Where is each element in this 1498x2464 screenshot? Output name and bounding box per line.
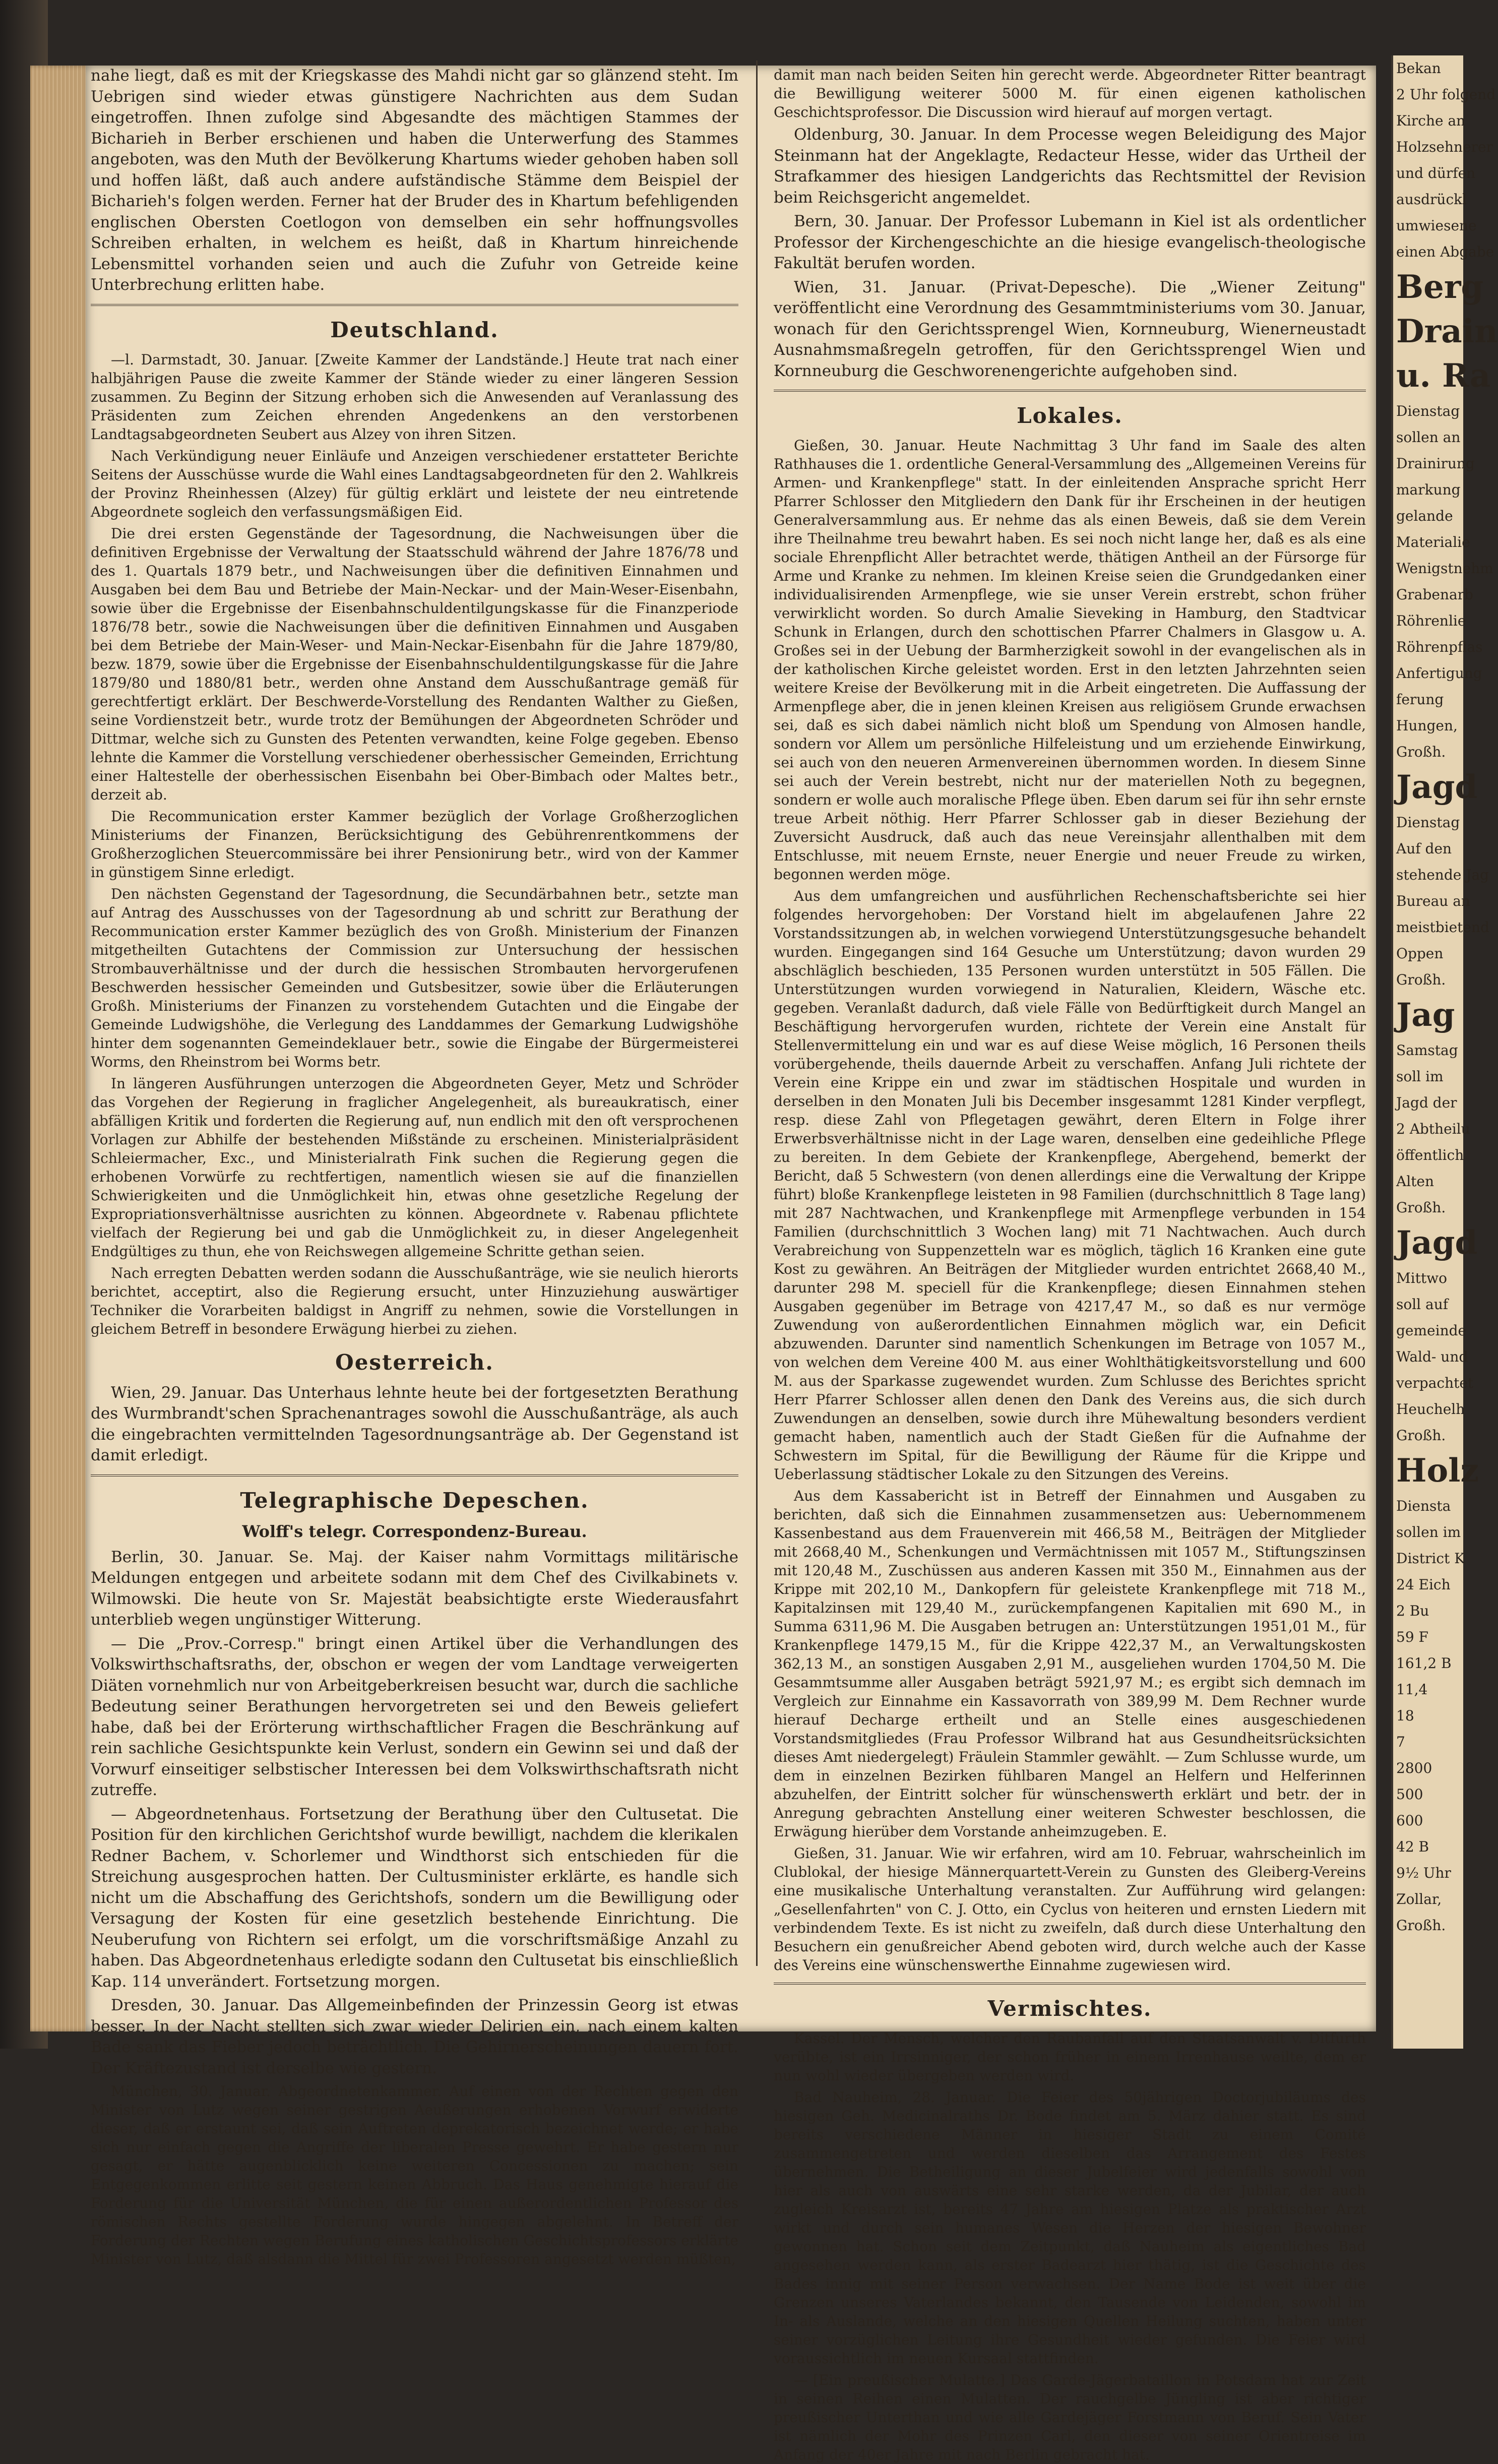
adjacent-page-text: 24 Eich <box>1396 1576 1451 1593</box>
adjacent-page-text: Grabenarb <box>1396 586 1473 603</box>
kassel-paragraph: Kassel. Der Mensch, welcher den Raubanfall auf den Staatsanwalt v. Ditfurth verübte, ist ein Irrsinniger, der schon früher in einem Irrenhause weilte, dem er nun wohl wieder übergeben werden wird. <box>774 2030 1366 2084</box>
adjacent-page-text: Auf den <box>1396 840 1452 857</box>
adjacent-page-text: Bureau an <box>1396 893 1470 909</box>
muenchen-continuation: damit man nach beiden Seiten hin gerecht werde. Abgeordneter Ritter beantragt die Bewilligung weiterer 5000 M. für einen eigenen katholischen Geschichtsprofessor. Die Discussion wird hierauf auf morgen vertagt. <box>774 67 1366 120</box>
adjacent-page-text: und dürfen <box>1396 165 1476 181</box>
adjacent-page-text: gelande <box>1396 508 1453 524</box>
adjacent-page-text: Jagd <box>1396 768 1478 806</box>
adjacent-page-text: Wald- und <box>1396 1348 1468 1365</box>
adjacent-page-fragment <box>1391 55 1498 2049</box>
adjacent-page-text: Jagd <box>1396 1224 1478 1262</box>
darmstadt-paragraph: Nach erregten Debatten werden sodann die Ausschußanträge, wie sie neulich hierorts berichtet, acceptirt, also die Regierung ersucht, unter Hinzuziehung auswärtiger Techniker die Vorarbeiten baldigst in Angriff zu nehmen, sowie die Vorstellungen in gleichem Betreff in besondere Erwägung hierbei zu ziehen. <box>91 1264 738 1337</box>
adjacent-page-text: 2800 <box>1396 1760 1432 1776</box>
telegraph-subheading: Wolff's telegr. Correspondenz-Bureau. <box>242 1521 587 1541</box>
section-heading-germany: Deutschland. <box>330 317 499 342</box>
adjacent-page-text: Großh. <box>1396 1917 1446 1934</box>
page-edges <box>30 66 91 2031</box>
adjacent-page-text: 7 <box>1396 1734 1405 1750</box>
adjacent-page-text: sollen an <box>1396 429 1461 446</box>
adjacent-page-text: Großh. <box>1396 1427 1446 1444</box>
adjacent-page-text: Alten <box>1396 1173 1434 1190</box>
adjacent-page-text: Anfertigung <box>1396 665 1482 682</box>
adjacent-page-text: 2 Uhr folgend <box>1396 86 1496 103</box>
adjacent-page-text: Großh. <box>1396 1199 1446 1216</box>
adjacent-page-text: Röhrenpflas <box>1396 639 1483 655</box>
darmstadt-paragraph: Die Recommunication erster Kammer bezüglich der Vorlage Großherzoglichen Ministeriums der Finanzen, Berücksichtigung des Gebührenrentkommens der Großherzoglichen Steuercommissäre bei ihrer Pensionirung betr., wird von der Kammer in günstigem Sinne erledigt. <box>91 808 738 881</box>
muenchen-paragraph: München, 30. Januar. Abgeordnetenkammer. Auf einen von der Rechten gegen den Minister von Lutz wegen seiner gestrigen Aeußerungen erhobenen Vorwurf erwiderte dieser, daß er erstaunt sei, daß sein Auftreten deprekatorisch bezeichnet werde; er habe sich nur einfach gegen die Angriffe der liberalen Presse gewehrt. Er habe gestern nur gesagt, er hätte augenblicklich keine weiteren Concessionen zu machen; sein Entgegenkommen erlitte seit gestern keinen Abbruch. Das Haus genehmigte hierauf die Forderung für die Universität München, die für einen außerordentlichen Professor des römischen Rechts gestellte Forderung wurde hingegen abgelehnt. In Betreff der Forderung der Rechten wegen Berufung eines katholischen Geschichtsprofessors erklärte Minister von Lutz, daß alsdann die Mittel für zwei Professoren angesetzt werden müßten, <box>91 2083 738 2267</box>
adjacent-page-text: soll im <box>1396 1068 1444 1085</box>
adjacent-page-text: Jag <box>1396 996 1455 1034</box>
adjacent-page-text: öffentlich <box>1396 1147 1464 1163</box>
adjacent-page-text: Berg <box>1396 268 1484 306</box>
adjacent-page-text: Zollar, <box>1396 1891 1442 1907</box>
adjacent-page-text: umwiesene <box>1396 217 1477 234</box>
section-heading-austria: Oesterreich. <box>335 1349 494 1375</box>
adjacent-page-text: Oppen <box>1396 945 1444 962</box>
mulatte-paragraph: — [Ein preußischer Mulatte.] Das Garde-Jägerbataillon in Potsdam hat zur Zeit in seinen Reihen einen Mulatten. Der rauchgelbe Jüngling ist aber richtiger preußischer Unterthan und wie alle Gardejäger Forstmann von Beruf. Sein Vater ist nämlich der Mohr des Prinzen Carl, den dieser von seiner Orientreise im Anfang der 40er Jahre mit nach Berlin gebracht hat. <box>774 2372 1366 2463</box>
adjacent-page-text: 500 <box>1396 1786 1423 1803</box>
adjacent-page-text: 11,4 <box>1396 1681 1428 1698</box>
darmstadt-paragraph: Nach Verkündigung neuer Einläufe und Anzeigen verschiedener erstatteter Berichte Seitens der Ausschüsse wurde die Wahl eines Landtagsabgeordneten für den 2. Wahlkreis der Provinz Rheinhessen (Alzey) für gültig erklärt und leistete der neu eintretende Abgeordnete sogleich den verfassungsmäßigen Eid. <box>91 447 738 520</box>
wien-paragraph: Wien, 29. Januar. Das Unterhaus lehnte heute bei der fortgesetzten Berathung des Wurmbrandt'schen Sprachenantrages sowohl die Ausschußanträge, als auch die eingebrachten vermittelnden Tagesordnungsanträge ab. Der Gegenstand ist damit erledigt. <box>91 1383 738 1464</box>
adjacent-page-text: ferung <box>1396 691 1444 708</box>
adjacent-page-text: 2 Bu <box>1396 1603 1429 1619</box>
adjacent-page-text: Kirche an <box>1396 112 1466 129</box>
bern-paragraph: Bern, 30. Januar. Der Professor Lubemann in Kiel ist als ordentlicher Professor der Kirchengeschichte an die hiesige evangelisch-theologische Fakultät berufen worden. <box>774 212 1366 272</box>
adjacent-page-text: Holzsehnerer <box>1396 139 1493 155</box>
section-rule <box>91 304 738 306</box>
adjacent-page-text: Drainirung <box>1396 455 1475 472</box>
adjacent-page-text: verpachtet <box>1396 1375 1474 1391</box>
adjacent-page-text: Wenigstnehm <box>1396 560 1493 577</box>
nauheim-paragraph: Bad Nauheim, 28. Januar. Die Feier des 50jährigen Doctorjubiläums des hiesigen Geh. Medicinalraths Dr. Bode findet am 5. März dahier statt. Es sind bereits verschiedene Männer in hiesiger Stadt zu einem Comité zusammengetreten und werden dieselben das Arrangement des Festes übernehmen. Die Betheiligung an dieser Jubelfeier wird jedenfalls sowohl von hier als auch von auswärts eine sehr starke werden, da der Jubilar, der auch zugleich Kreisarzt ist, bereits 47 Jahre am hiesigen Platze als praktischer Arzt wirkt und durch sein humanes Wesen die Herzen der hiesigen Bewohner gewonnen hat. Schon seit dem Zeitpunkt, daß Nauheim als eigentliches Bad angesehen werden kann, als erster Badearzt hier thätig, ist die Geschichte des Bades innig mit seiner Person verwachsen. Der Name Bode ist weit über die Grenzen unseres Vaterlandes bekannt, den Tausende von Leidenden, sowohl im In- als Auslande, welche an den hiesigen Quellen Heilung suchten, haben unter seiner vorzüglichen Leitung ihre Gesundheit wieder gefunden. Die Feier wird voraussichtlich im neuen Kursaal stattfinden. <box>774 2089 1366 2367</box>
adjacent-page-text: 9½ Uhr <box>1396 1865 1451 1881</box>
adjacent-page-text: 42 B <box>1396 1838 1429 1855</box>
giessen-paragraph: Gießen, 31. Januar. Wie wir erfahren, wird am 10. Februar, wahrscheinlich im Clublokal, der hiesige Männerquartett-Verein zu Gunsten des Gleiberg-Vereins eine musikalische Unterhaltung veranstalten. Zur Aufführung wird gelangen: „Gesellenfahrten" von C. J. Otto, ein Cyclus von heiteren und ernsten Liedern mit verbindendem Texte. Es ist nicht zu zweifeln, daß durch diese Unterhaltung den Besuchern ein genußreicher Abend geboten wird, durch welche auch der Kasse des Vereins eine wünschenswerthe Einnahme zugewiesen wird. <box>774 1845 1366 1974</box>
darmstadt-paragraph: Den nächsten Gegenstand der Tagesordnung, die Secundärbahnen betr., setzte man auf Antrag des Ausschusses von der Tagesordnung ab und schritt zur Berathung der Recommunication erster Kammer bezüglich des von Großh. Ministerium der Finanzen mitgetheilten Gutachtens der Commission zur Untersuchung der hessischen Strombauverhältnisse und der durch die hessischen Strombauten hervorgerufenen Beschwerden hessischer Gemeinden und Gutsbesitzer, sowie über die Erläuterungen Großh. Ministeriums der Finanzen zu vorstehendem Gutachten und die Eingabe der Gemeinde Ludwigshöhe, die Verlegung des Landdammes der Gemarkung Ludwigshöhe hinter dem sogenannten Gemeindeklauer betr., sowie die Eingabe der Bürgermeisterei Worms, den Rheinstrom bei Worms betr. <box>91 885 738 1070</box>
adjacent-page-text: meistbietend <box>1396 919 1489 936</box>
adjacent-page-text: 18 <box>1396 1707 1414 1724</box>
oldenburg-paragraph: Oldenburg, 30. Januar. In dem Processe wegen Beleidigung des Major Steinmann hat der Angeklagte, Redacteur Hesse, wider das Urtheil der Strafkammer des hiesigen Landgerichts das Rechtsmittel der Revision beim Reichsgericht angemeldet. <box>774 126 1366 207</box>
adjacent-page-text: Röhrenlie <box>1396 612 1466 629</box>
adjacent-page-text: Samstag <box>1396 1042 1458 1059</box>
column-divider <box>756 60 758 1966</box>
berlin-paragraph: — Die „Prov.-Corresp." bringt einen Artikel über die Verhandlungen des Volkswirthschaftsraths, der, obschon er wegen der vom Landtage verweigerten Diäten vornehmlich nur von Arbeitgeberkreisen besucht war, durch die sachliche Bedeutung seiner Berathungen hervorgetreten sei und den Beweis geliefert habe, daß bei der Erörterung wirthschaftlicher Fragen die Beschränkung auf rein sachliche Gesichtspunkte kein Verlust, sondern ein Gewinn sei und daß der Vorwurf einseitiger selbstischer Interessen bei dem Volkswirthschaftsrath nicht zutreffe. <box>91 1634 738 1799</box>
adjacent-page-text: stehende Jag <box>1396 867 1489 883</box>
adjacent-page-text: ausdrückl <box>1396 191 1467 208</box>
adjacent-page-text: Dienstag <box>1396 403 1460 419</box>
left-column <box>91 66 738 2267</box>
adjacent-page-text: Materialie <box>1396 534 1470 550</box>
adjacent-page-text: markung <box>1396 481 1461 498</box>
adjacent-page-text: Großh. <box>1396 971 1446 988</box>
adjacent-page-text: 600 <box>1396 1812 1423 1829</box>
adjacent-page-text: Dienstag <box>1396 814 1460 831</box>
sudan-report-end: nahe liegt, daß es mit der Kriegskasse des Mahdi nicht gar so glänzend steht. Im Uebrigen sind wieder etwas günstigere Nachrichten aus dem Sudan eingetroffen. Ihnen zufolge sind Abgesandte des mächtigen Stammes der Bicharieh in Berber erschienen und haben die Unterwerfung des Stammes angeboten, was den Muth der Bevölkerung Khartums wieder gehoben haben soll und hoffen läßt, daß auch andere aufständische Stämme dem Beispiel der Bicharieh's folgen werden. Ferner hat der Bruder des in Khartum befehligenden englischen Obersten Coetlogon von demselben ein sehr hoffnungsvolles Schreiben erhalten, in welchem es heißt, daß in Khartum hinreichende Lebensmittel vorhanden seien und auch die Zufuhr von Getreide keine Unterbrechung erlitten habe. <box>91 67 738 294</box>
section-rule <box>774 1983 1366 1985</box>
darmstadt-paragraph: Die drei ersten Gegenstände der Tagesordnung, die Nachweisungen über die definitiven Ergebnisse der Verwaltung der Staatsschuld während der Jahre 1876/78 und des 1. Quartals 1879 betr., und Nachweisungen über die definitiven Einnahmen und Ausgaben bei dem Bau und Betriebe der Main-Neckar- und der Main-Weser-Eisenbahn, sowie über die Ergebnisse der Eisenbahnschuldentilgungskasse für die Finanzperiode 1876/78 betr., sowie die Nachweisungen über die definitiven Einnahmen und Ausgaben bei dem Betriebe der Main-Weser- und Main-Neckar-Eisenbahn für die Jahre 1879/80, bezw. 1879, sowie über die Ergebnisse der Eisenbahnschuldentilgungskasse für die Jahre 1879/80 und 1880/81 betr., werden ohne Anstand dem Ausschußantrage gemäß für gerechtfertigt erklärt. Der Beschwerde-Vorstellung des Rendanten Walther zu Gießen, seine Vordienstzeit betr., wurde trotz der Bemühungen der Abgeordneten Schröder und Dittmar, welche sich zu Gunsten des Petenten verwandten, keine Folge gegeben. Ebenso lehnte die Kammer die Vorstellung verschiedener oberhessischer Gemeinden, Errichtung einer Haltestelle der oberhessischen Eisenbahn bei Ober-Bimbach oder Maltes betr., derzeit ab. <box>91 525 738 803</box>
adjacent-page-text: gemeinde <box>1396 1322 1467 1339</box>
darmstadt-paragraph: —l. Darmstadt, 30. Januar. [Zweite Kammer der Landstände.] Heute trat nach einer halbjährigen Pause die zweite Kammer der Stände wieder zu einer längeren Session zusammen. Zu Beginn der Sitzung erhoben sich die Anwesenden auf Veranlassung des Präsidenten zum Zeichen ehrenden Angedenkens an den verstorbenen Landtagsabgeordneten Seubert aus Alzey von ihren Sitzen. <box>91 351 738 443</box>
section-heading-local: Lokales. <box>1017 403 1123 428</box>
giessen-paragraph: Gießen, 30. Januar. Heute Nachmittag 3 Uhr fand im Saale des alten Rathhauses die 1. ordentliche General-Versammlung des „Allgemeinen Vereins für Armen- und Krankenpflege" statt. In der einleitenden Ansprache spricht Herr Pfarrer Schlosser den Mitgliedern den Dank für ihr Erscheinen in der heutigen Generalversammlung aus. Er nehme das als einen Beweis, daß sie dem Verein ihre Theilnahme treu bewahrt haben. Es sei noch nicht lange her, daß es als eine sociale Ehrenpflicht Aller betrachtet werde, thätigen Antheil an der Fürsorge für Arme und Kranke zu nehmen. Im kleinen Kreise seien die Grundgedanken einer individualisirenden Armenpflege, wie sie unser Verein erstrebt, schon früher verwirklicht worden. So durch Amalie Sieveking in Hamburg, den Stadtvicar Schunk in Erlangen, durch den schottischen Pfarrer Chalmers in Glasgow u. A. Großes sei in der Uebung der Barmherzigkeit sowohl in der evangelischen als in der katholischen Kirche geleistet worden. Erst in den letzten Jahrzehnten seien weitere Kreise der Bevölkerung mit in die Arbeit eingetreten. Die Auffassung der Armenpflege aber, die in jenen kleinen Kreisen aus religiösem Grunde erwachsen sei, daß es sich dabei nämlich nicht bloß um Spendung von Almosen handle, sondern vor Allem um persönliche Hilfeleistung und um erziehende Einwirkung, sei auch von den neueren Armenvereinen übernommen worden. In diesem Sinne sei auch der Verein bestrebt, nicht nur der materiellen Noth zu begegnen, sondern er wolle auch moralische Pflege üben. Eben darum sei für ihn sehr ernste treue Arbeit nöthig. Herr Pfarrer Schlosser gab in dieser Beziehung der Zuversicht Ausdruck, daß auch das neue Vereinsjahr allenthalben mit dem Entschlusse, mit neuem Ernste, neuer Energie und neuer Freude zu wirken, begonnen werden möge. <box>774 437 1366 883</box>
dresden-paragraph: Dresden, 30. Januar. Das Allgemeinbefinden der Prinzessin Georg ist etwas besser. In der Nacht stellten sich zwar wieder Delirien ein, nach einem kalten Bade sank das Fieber jedoch beträchtlich. Die Gehirnerscheinungen dauern fort. Der Kräftezustand ist derselbe wie gestern. <box>91 1996 738 2077</box>
adjacent-page-text: Mittwo <box>1396 1270 1447 1286</box>
adjacent-page-text: Holz <box>1396 1452 1479 1490</box>
section-heading-telegraph: Telegraphische Depeschen. <box>240 1488 589 1513</box>
adjacent-page-text: 59 F <box>1396 1629 1428 1645</box>
right-column <box>774 66 1366 2463</box>
berlin-paragraph: Berlin, 30. Januar. Se. Maj. der Kaiser nahm Vormittags militärische Meldungen entgegen und arbeitete sodann mit dem Chef des Civilkabinets v. Wilmowski. Die heute von Sr. Majestät beabsichtigte erste Wiederausfahrt unterblieb wegen ungünstiger Witterung. <box>91 1548 738 1629</box>
adjacent-page-text: Diensta <box>1396 1498 1451 1514</box>
adjacent-page-text: einen Abgabe <box>1396 243 1494 260</box>
adjacent-page-text: soll auf <box>1396 1296 1449 1313</box>
darmstadt-paragraph: In längeren Ausführungen unterzogen die Abgeordneten Geyer, Metz und Schröder das Vorgehen der Regierung in fraglicher Angelegenheit, als bureaukratisch, einer abfälligen Kritik und forderten die Regierung auf, nun endlich mit den oft versprochenen Vorlagen zur Abhilfe der bestehenden Mißstände zu erscheinen. Ministerialpräsident Schleiermacher, Exc., und Ministerialrath Fink suchen die Regierung gegen die erhobenen Vorwürfe zu rechtfertigen, namentlich wiesen sie auf die finanziellen Schwierigkeiten und die Unmöglichkeit hin, etwas ohne gesetzliche Regelung der Expropriationsverhältnisse ausrichten zu können. Abgeordnete v. Rabenau pflichtete vielfach der Regierung bei und gab die Unmöglichkeit zu, in dieser Angelegenheit Endgültiges zu thun, ehe von Reichswegen allgemeine Schritte gethan seien. <box>91 1075 738 1260</box>
adjacent-page-text: Bekan <box>1396 60 1441 77</box>
adjacent-page-text: u. Ra <box>1396 357 1491 395</box>
adjacent-page-text: Jagd der <box>1396 1094 1457 1111</box>
section-rule <box>774 390 1366 392</box>
adjacent-page-text: Großh. <box>1396 744 1446 760</box>
section-heading-misc: Vermischtes. <box>987 1996 1152 2021</box>
section-rule <box>91 1474 738 1476</box>
wien-dispatch-paragraph: Wien, 31. Januar. (Privat-Depesche). Die „Wiener Zeitung" veröffentlicht eine Verordnung des Gesammtministeriums vom 30. Januar, wonach für den Gerichtssprengel Wien, Kornneuburg, Wienerneustadt Ausnahmsmaßregeln getroffen, für den Gerichtssprengel Wien und Kornneuburg die Geschworenengerichte aufgehoben sind. <box>774 278 1366 380</box>
giessen-paragraph: Aus dem Kassabericht ist in Betreff der Einnahmen und Ausgaben zu berichten, daß sich die Einnahmen zusammensetzen aus: Uebernommenem Kassenbestand aus dem Frauenverein mit 466,58 M., Beiträgen der Mitglieder mit 2668,40 M., Schenkungen und Vermächtnissen mit 1057 M., Stiftungszinsen mit 120,48 M., Zuschüssen aus anderen Kassen mit 350 M., Einnahmen aus der Krippe mit 202,10 M., Dankopfern für geleistete Krankenpflege mit 718 M., Kapitalzinsen mit 129,40 M., zurückempfangenen Kapitalien mit 690 M., in Summa 6311,96 M. Die Ausgaben betrugen an: Unterstützungen 1951,01 M., für Krankenpflege 1479,15 M., für die Krippe 422,37 M., an Verwaltungskosten 362,13 M., an sonstigen Ausgaben 2,91 M., ausgeliehen wurden 1704,50 M. Die Gesammtsumme aller Ausgaben beträgt 5921,97 M.; es ergibt sich demnach im Vergleich zur Einnahme ein Kassavorrath von 389,99 M. Dem Rechner wurde hierauf Decharge ertheilt und an Stelle eines ausgeschiedenen Vorstandsmitgliedes (Frau Professor Wilbrand hat aus Gesundheitsrücksichten dieses Amt niedergelegt) Fräulein Stammler gewählt. — Zum Schlusse wurde, um dem in einzelnen Bezirken fühlbaren Mangel an Helfern und Helferinnen abzuhelfen, der Eintritt solcher für wünschenswerth erklärt und betr. der in Anregung gebrachten Anstellung einer weiteren Schwester beschlossen, die Erwägung hierüber dem Vorstande anheimzugeben. E. <box>774 1488 1366 1840</box>
adjacent-page-text: Hungen, <box>1396 717 1458 734</box>
adjacent-page-text: District K <box>1396 1550 1465 1567</box>
adjacent-page-text: sollen im <box>1396 1524 1461 1541</box>
adjacent-page-text: 2 Abtheilu <box>1396 1121 1470 1137</box>
adjacent-page-text: Heuchelh <box>1396 1401 1465 1418</box>
berlin-paragraph: — Abgeordnetenhaus. Fortsetzung der Berathung über den Cultusetat. Die Position für den kirchlichen Gerichtshof wurde bewilligt, nachdem die klerikalen Redner Bachem, v. Schorlemer und Windthorst sich entschieden für die Streichung ausgesprochen hatten. Der Cultusminister erklärte, es handle sich nicht um die Abschaffung des Gerichtshofs, sondern um die Bewilligung oder Versagung der Kosten für eine gesetzlich bestehende Einrichtung. Die Neuberufung von Richtern sei erfolgt, um die vorschriftsmäßige Anzahl zu haben. Das Abgeordnetenhaus erledigte sodann den Cultusetat bis einschließlich Kap. 114 unverändert. Fortsetzung morgen. <box>91 1805 738 1991</box>
adjacent-page-text: 161,2 B <box>1396 1655 1452 1672</box>
adjacent-page-text: Drain <box>1396 313 1498 350</box>
giessen-paragraph: Aus dem umfangreichen und ausführlichen Rechenschaftsberichte sei hier folgendes hervorgehoben: Der Vorstand hielt im abgelaufenen Jahre 22 Vorstandssitzungen ab, in welchen vorwiegend Unterstützungsgesuche behandelt wurden. Eingegangen sind 164 Gesuche um Unterstützung; davon wurden 29 abschläglich beschieden, 135 Personen wurden unterstützt in 505 Fällen. Die Unterstützungen wurden vorwiegend in Naturalien, Kleidern, Wäsche etc. gegeben. Veranlaßt dadurch, daß viele Fälle von Bedürftigkeit durch Mangel an Beschäftigung hervorgerufen wurden, richtete der Verein eine Anstalt für Stellenvermittelung ein und war es auf diese Weise möglich, 16 Personen theils vorübergehende, theils dauernde Arbeit zu verschaffen. Anfang Juli richtete der Verein eine Krippe ein und zwar im städtischen Hospitale und wurden in derselben in den Monaten Juli bis December insgesammt 1281 Kinder verpflegt, resp. diese Zahl von Pflegetagen gewährt, deren Eltern in Folge ihrer Erwerbsverhältnisse nicht in der Lage waren, denselben eine gedeihliche Pflege zu bereiten. In dem Gebiete der Krankenpflege, Abergehend, bemerkt der Bericht, daß 5 Schwestern (von denen allerdings eine die Verwaltung der Krippe führt) bloße Krankenpflege leisteten in 98 Familien (durchschnittlich 8 Tage lang) mit 287 Nachtwachen, und Krankenpflege mit Armenpflege verbunden in 154 Familien (durchschnittlich 3 Wochen lang) mit 71 Nachtwachen. Auch durch Verabreichung von Suppenzetteln war es möglich, täglich 16 Kranken eine gute Kost zu gewähren. An Beiträgen der Mitglieder wurden entrichtet 2668,40 M., darunter 298 M. speciell für die Krankenpflege; diesen Einnahmen stehen Ausgaben gegenüber im Betrage von 4217,47 M., so daß es nur vermöge Zuwendung von außerordentlichen Einnahmen möglich war, ein Deficit abzuwenden. Darunter sind namentlich Schenkungen im Betrage von 1057 M., von welchen dem Vereine 400 M. aus einer Wohlthätigkeitsvorstellung und 600 M. aus der Sparkasse zugewendet wurden. Zum Schlusse des Berichtes spricht Herr Pfarrer Schlosser allen denen den Dank des Vereins aus, die sich durch Zuwendungen an denselben, sowie durch ihre Mühewaltung besonders verdient gemacht haben, namentlich auch der Stadt Gießen für die Aufnahme der Schwestern im Spital, für die Bewilligung der Räume für die Krippe und Ueberlassung städtischer Lokale zu den Sitzungen des Vereins. <box>774 888 1366 1483</box>
